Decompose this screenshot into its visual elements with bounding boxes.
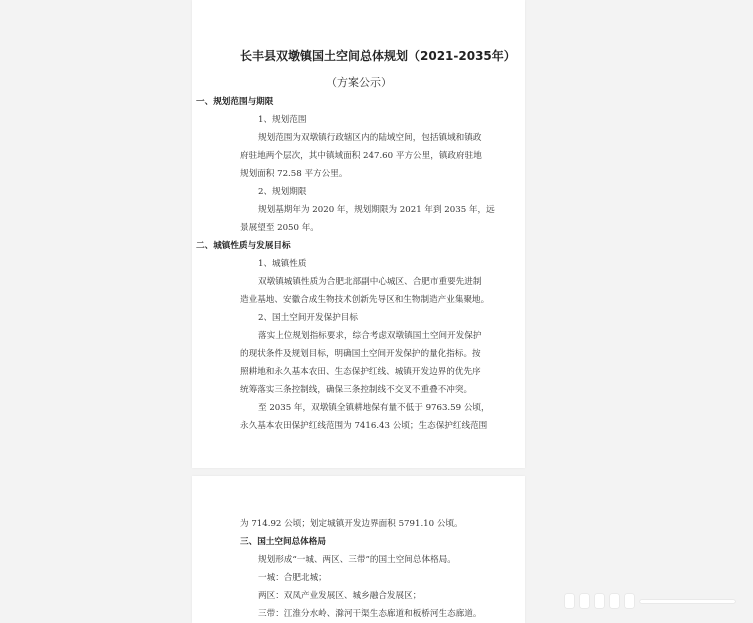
scroll-track[interactable] [640,600,735,603]
scroll-segment[interactable] [595,594,604,608]
paragraph-line: 一城：合肥北城； [258,573,327,583]
scroll-segment[interactable] [625,594,634,608]
paragraph-line: 景展望至 2050 年。 [240,223,319,233]
paragraph-line: 府驻地两个层次，其中镇域面积 247.60 平方公里，镇政府驻地 [240,151,482,161]
document-subtitle: （方案公示） [326,76,392,89]
section-heading: 三、国土空间总体格局 [240,537,326,547]
paragraph-line: 至 2035 年，双墩镇全镇耕地保有量不低于 9763.59 公顷， [258,403,490,413]
paragraph-line: 规划基期年为 2020 年，规划期限为 2021 年到 2035 年，远 [258,205,495,215]
page-scroll-indicator[interactable] [565,593,735,609]
paragraph-line: 2、规划期限 [258,187,307,197]
document-page-2 [192,476,525,623]
paragraph-line: 落实上位规划指标要求，综合考虑双墩镇国土空间开发保护 [258,331,482,341]
paragraph-line: 规划范围为双墩镇行政辖区内的陆域空间，包括镇域和镇政 [258,133,482,143]
paragraph-line: 两区：双凤产业发展区、城乡融合发展区； [258,591,422,601]
paragraph-line: 三带：江淮分水岭、滁河干渠生态廊道和板桥河生态廊道。 [258,609,482,619]
paragraph-line: 规划形成“一城、两区、三带”的国土空间总体格局。 [258,555,456,565]
paragraph-line: 的现状条件及规划目标，明确国土空间开发保护的量化指标。按 [240,349,481,359]
section-heading: 一、规划范围与期限 [196,97,274,107]
paragraph-line: 1、城镇性质 [258,259,307,269]
section-heading: 二、城镇性质与发展目标 [196,241,291,251]
paragraph-line: 永久基本农田保护红线范围为 7416.43 公顷；生态保护红线范围 [240,421,488,431]
document-page-1 [192,0,525,468]
document-title: 长丰县双墩镇国土空间总体规划（2021-2035年） [240,49,516,63]
scroll-segment[interactable] [580,594,589,608]
paragraph-line: 1、规划范围 [258,115,307,125]
scroll-segment[interactable] [565,594,574,608]
paragraph-line: 规划面积 72.58 平方公里。 [240,169,348,179]
paragraph-line: 为 714.92 公顷；划定城镇开发边界面积 5791.10 公顷。 [240,519,463,529]
paragraph-line: 统筹落实三条控制线，确保三条控制线不交叉不重叠不冲突。 [240,385,473,395]
paragraph-line: 照耕地和永久基本农田、生态保护红线、城镇开发边界的优先序 [240,367,481,377]
paragraph-line: 2、国土空间开发保护目标 [258,313,358,323]
paragraph-line: 造业基地、安徽合成生物技术创新先导区和生物制造产业集聚地。 [240,295,490,305]
paragraph-line: 双墩镇城镇性质为合肥北部副中心城区、合肥市重要先进制 [258,277,482,287]
scroll-segment[interactable] [610,594,619,608]
